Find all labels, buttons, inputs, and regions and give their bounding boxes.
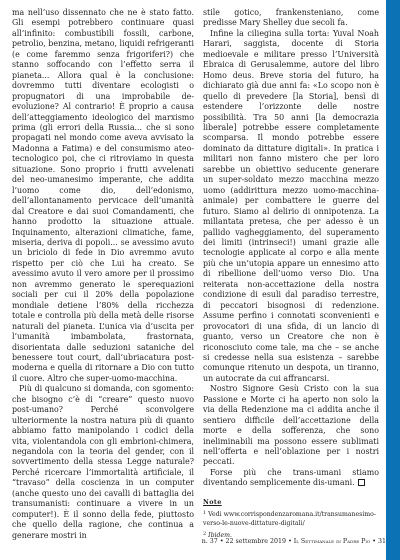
footer-date: 22 settembre 2019 bbox=[225, 538, 287, 545]
article-paragraph bbox=[12, 384, 194, 541]
footer-separator: • bbox=[288, 538, 292, 545]
paragraph-text: Infine la ciliegina sulla torta: Yuval Noah Harari, saggista, docente di Storia medioevale e militare presso l’Università Ebraica di Gerusalemme, autore del libro Homo deus. Breve storia del futuro, ha dichiarato già due anni fa: «Lo scopo non è quello di prevedere [la Storia], bensì di estendere l’orizzonte delle nostre possibilità. Tra 50 anni [la democrazia liberale] potrebbe essere completamente scomparsa. Il mondo potrebbe essere dominato da dittature digitali». In pratica i militari non fanno mistero che per loro sarebbe un obiettivo seducente generare un super-soldato mezzo macchina mezzo uomo (addirittura mezzo uomo-macchina-animale) per combattere le guerre del futuro. Siamo al delirio di onnipotenza. La millantata pretesa, che per adesso è un pallido vagheggiamento, del superamento dei limiti (intrinseci!) umani grazie alle tecnologie applicate al corpo e alla mente più che un’utopia appare un ennesimo atto di ribellione dell’uomo verso Dio. Una reiterata non-accettazione della nostra condizione di esuli dal paradiso terrestre, di peccatori bisognosi di redenzione. Assume perfino i connotati sconvenienti e provocatori di una sfida, di un lancio di guanto, verso un Creatore che non è riconosciuto come tale, ma che – se anche si credesse nella sua esistenza – sarebbe comunque ritenuto un despota, un tiranno, un autocrate da cui affrancarsi. bbox=[203, 28, 379, 383]
footer-separator: • bbox=[219, 538, 224, 545]
article-column-left bbox=[12, 8, 194, 546]
paragraph-text: Più di qualcuno si domanda, con sgomento: che bisogno c’è di “creare” questo nuovo post-umano? Perché sconvolgere ulteriormente la nostra natura più di quanto abbiamo fatto manipolando i codici della vita, violentandola con gli embrioni-chimera, negandola con la teoria del gender, con il sovvertimento della stessa Legge naturale? Perché ricercare l’immortalità artificiale, il “travaso” della coscienza in un computer (anche questo uno dei cavalli di battaglia dei transumanisti: continuare a vivere in un computer!). È il sonno della fede, piuttosto che quello della ragione, che continua a generare mostri in bbox=[12, 384, 194, 540]
article-paragraph bbox=[203, 384, 379, 468]
article-column-right bbox=[203, 8, 379, 540]
page-edge-accent-bar bbox=[386, 0, 400, 560]
footer-issue: n. 37 bbox=[201, 538, 218, 545]
footnote-number: 1 bbox=[203, 510, 207, 517]
footer-magazine-name: Il Settimanale di Padre Pio bbox=[293, 538, 371, 545]
paragraph-text: ma nell’uso dissennato che ne è stato fatto. Gli esempi potrebbero continuare quasi all’infinito: combustibili fossili, carbone, petrolio, benzina, metano, liquidi refrigeranti (e come faremmo senza frigoriferi?) che stanno soffocando con l’effetto serra il pianeta... Allora qual è la conclusione: dovremmo tutti diventare ecologisti o propugnatori di una improbabile de-evoluzione? Al contrario! È proprio a causa dell’atteggiamento ideologico del marxismo prima (gli errori della Russia... che si sono propagati nel mondo come aveva avvisato la Madonna a Fatima) e del consumismo ateo-tecnologico poi, che ci ritroviamo in questa situazione. Sono proprio i frutti avvelenati del neo-umanesimo imperante, che addita l’uomo come dio, dell’edonismo, dell’allontanamento pervicace dell’umanità dal Creatore e dai suoi Comandamenti, che hanno prodotto la situazione attuale. Inquinamento, alterazioni climatiche, fame, miseria, deriva di popoli... se avessimo avuto un briciolo di fede in Dio avremmo avuto rispetto per ciò che Lui ha creato. Se avessimo avuto il vero amore per il prossimo non avremmo generato le sperequazioni sociali per cui il 20% della popolazione mondiale detiene l’80% della ricchezza totale e controlla più della metà delle risorse naturali del pianeta. L’unica via d’uscita per l’umanità imbambolata, frastornata, disorientata dalle seduzioni sataniche del benessere tout court, dall’ubriacatura post-moderna e quella di ritornare a Dio con tutto il cuore. Altro che super-uomo-macchina. bbox=[12, 8, 194, 383]
footnote-number: 2 bbox=[203, 531, 207, 538]
page-footer bbox=[200, 536, 386, 548]
footer-page-number: 31 bbox=[377, 538, 386, 545]
paragraph-text: stile gotico, frankensteniano, come predisse Mary Shelley due secoli fa. bbox=[203, 8, 379, 28]
footer-separator: • bbox=[372, 538, 376, 545]
notes-heading: Note bbox=[203, 497, 222, 506]
article-paragraph bbox=[203, 29, 379, 384]
end-of-article-square-icon bbox=[358, 479, 365, 486]
footnote bbox=[203, 509, 379, 528]
footnote-link-text[interactable]: Vedi www.corrispondenzaromana.it/transumanesimo-verso-le-nuove-dittature-digitali/ bbox=[203, 511, 376, 527]
paragraph-text: Forse più che trans-umani stiamo diventando semplicemente dis-umani. bbox=[203, 467, 379, 488]
article-paragraph bbox=[203, 8, 379, 29]
paragraph-text: Nostro Signore Gesù Cristo con la sua Passione e Morte ci ha aperto non solo la via della Redenzione ma ci addita anche il sentiero difficile dell’accettazione della morte e della sofferenza, che sono ineliminabili ma possono essere sublimati nell’offerta e nell’oblazione per i nostri peccati. bbox=[203, 384, 379, 467]
footnote-text: Ibidem. bbox=[208, 532, 232, 540]
article-paragraph-closing bbox=[203, 468, 379, 489]
article-paragraph bbox=[12, 8, 194, 384]
